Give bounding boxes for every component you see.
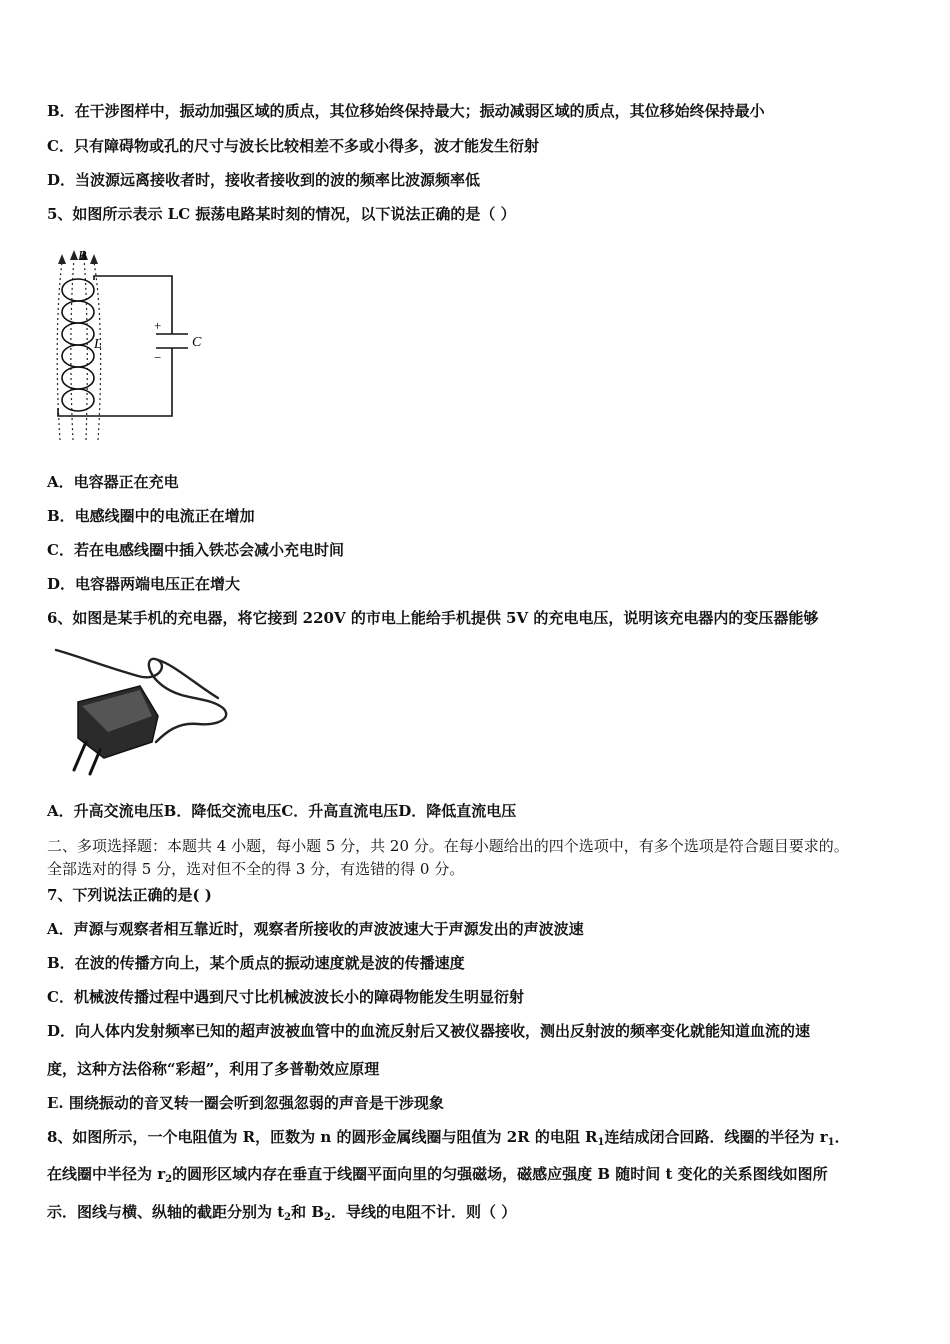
q7-option-d-line2: 度，这种方法俗称“彩超”，利用了多普勒效应原理	[47, 1060, 380, 1078]
lc-circuit-figure	[48, 240, 218, 445]
q7-option-e: E. 围绕振动的音叉转一圈会听到忽强忽弱的声音是干涉现象	[47, 1094, 444, 1112]
charger-figure	[48, 646, 233, 776]
q8-stem-line2: 在线圈中半径为 $r_2$的圆形区域内存在垂直于线圈平面向里的匀强磁场，磁感应强度 B 随时间 t 变化的关系图线如图所	[47, 1165, 828, 1185]
label-c: C	[192, 335, 202, 350]
q8-stem-line1: 8、如图所示，一个电阻值为 R，匝数为 n 的圆形金属线圈与阻值为 2R 的电阻 $R_1$连结成闭合回路．线圈的半径为 $r_1$．	[47, 1128, 850, 1148]
label-minus: −	[154, 350, 162, 365]
q4-option-d: D．当波源远离接收者时，接收者接收到的波的频率比波源频率低	[47, 171, 481, 189]
q7-option-a: A．声源与观察者相互靠近时，观察者所接收的声波波速大于声源发出的声波波速	[47, 920, 584, 938]
q6-option-c: C．升高直流电压	[281, 802, 399, 820]
q4-option-c: C．只有障碍物或孔的尺寸与波长比较相差不多或小得多，波才能发生衍射	[47, 137, 539, 155]
q7-option-d-line1: D．向人体内发射频率已知的超声波被血管中的血流反射后又被仪器接收，测出反射波的频率变化就能知道血流的速	[47, 1022, 811, 1040]
q7-option-b: B．在波的传播方向上，某个质点的振动速度就是波的传播速度	[47, 954, 465, 972]
q7-option-c: C．机械波传播过程中遇到尺寸比机械波波长小的障碍物能发生明显衍射	[47, 988, 524, 1006]
q5-stem: 5、如图所示表示 LC 振荡电路某时刻的情况，以下说法正确的是（ ）	[47, 205, 516, 223]
q6-option-b: B．降低交流电压	[163, 802, 282, 820]
q4-option-b: B．在干涉图样中，振动加强区域的质点，其位移始终保持最大；振动减弱区域的质点，其位移始终保持最小	[47, 102, 765, 120]
label-l: L	[94, 337, 102, 352]
q6-options-row	[47, 801, 907, 821]
section2-heading-line1: 二、多项选择题：本题共 4 小题，每小题 5 分，共 20 分。在每小题给出的四个选项中，有多个选项是符合题目要求的。	[47, 837, 849, 855]
q5-option-a: A．电容器正在充电	[47, 473, 179, 491]
q8-stem-line3: 示．图线与横、纵轴的截距分别为 $t_2$和 $B_2$．导线的电阻不计．则（ ）	[47, 1203, 517, 1223]
q7-stem: 7、下列说法正确的是( )	[47, 886, 212, 904]
q5-option-c: C．若在电感线圈中插入铁芯会减小充电时间	[47, 541, 344, 559]
label-plus: +	[154, 318, 162, 333]
section2-heading-line2: 全部选对的得 5 分，选对但不全的得 3 分，有选错的得 0 分。	[47, 860, 465, 878]
label-b: B	[78, 249, 87, 264]
q6-option-a: A．升高交流电压	[47, 802, 164, 820]
q5-option-d: D．电容器两端电压正在增大	[47, 575, 241, 593]
q5-option-b: B．电感线圈中的电流正在增加	[47, 507, 255, 525]
q6-option-d: D．降低直流电压	[398, 802, 517, 820]
q6-stem: 6、如图是某手机的充电器，将它接到 220V 的市电上能给手机提供 5V 的充电电压，说明该充电器内的变压器能够	[47, 609, 819, 627]
